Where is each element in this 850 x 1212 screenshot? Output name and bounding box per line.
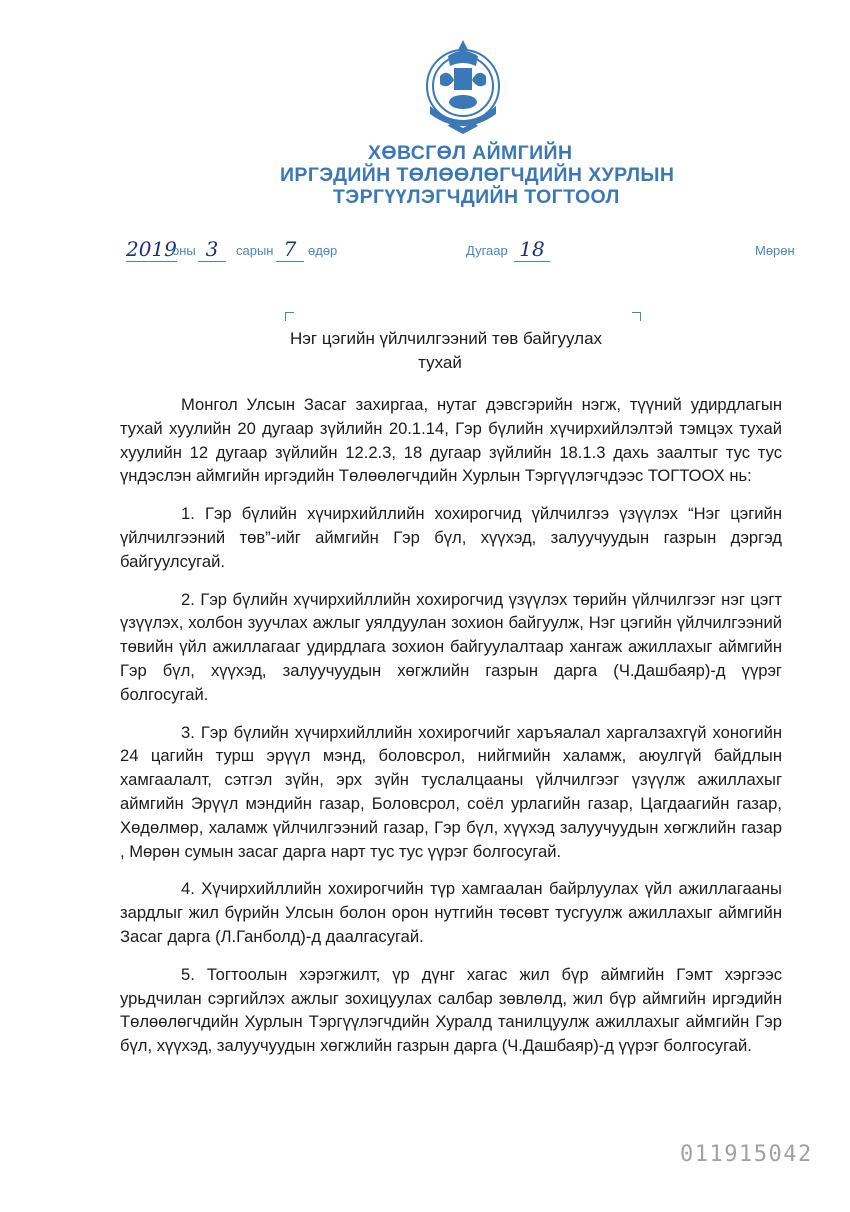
clause-1: 1. Гэр бүлийн хүчирхийллийн хохирогчид үйлчилгээ үзүүлэх “Нэг цэгийн үйлчилгээний төв”-ийг аймгийн Гэр бүл, хүүхэд, залуучуудын газрын дэргэд байгуулсугай. bbox=[120, 504, 782, 571]
clause-3: 3. Гэр бүлийн хүчирхийллийн хохирогчийг харъяалал харгалзахгүй хоногийн 24 цагийн турш эрүүл мэнд, боловсрол, нийгмийн халамж, аюулгүй байдлын хамгаалалт, сэтгэл зүйн, эрх зүйн туслалцааны үйлчилгээг үзүүлж ажиллахыг аймгийн Эрүүл мэндийн газар, Боловсрол, соёл урлагийн газар, Цагдаагийн газар, Хөдөлмөр, халамж үйлчилгээний газар, Гэр бүл, хүүхэд залуучуудын хөгжлийн газар , Мөрөн сумын засаг дарга нарт тус тус үүрэг болгосугай. bbox=[120, 722, 782, 861]
document-title bbox=[0, 327, 850, 375]
document-body bbox=[120, 393, 782, 1072]
header-line-2: ИРГЭДИЙН ТӨЛӨӨЛӨГЧДИЙН ХУРЛЫН bbox=[280, 164, 675, 186]
year-suffix: оны bbox=[172, 243, 196, 258]
state-emblem-icon bbox=[418, 36, 508, 136]
document-serial-number: 011915042 bbox=[680, 1142, 813, 1167]
year-handwritten: 2019 bbox=[126, 237, 177, 261]
month-label: сарын bbox=[236, 243, 274, 258]
clause-4: 4. Хүчирхийллийн хохирогчийн түр хамгаалан байрлуулах үйл ажиллагааны зардлыг жил бүрийн Улсын болон орон нутгийн төсөвт тусгуулж ажиллахыг аймгийн Засаг дарга (Л.Ганболд)-д даалгасугай. bbox=[120, 879, 782, 946]
number-handwritten: 18 bbox=[514, 237, 550, 262]
intro-paragraph: Монгол Улсын Засаг захиргаа, нутаг дэвсгэрийн нэгж, түүний удирдлагын тухай хуулийн 20 дугаар зүйлийн 20.1.14, Гэр бүлийн хүчирхийлэлтэй тэмцэх тухай хуулийн 12 дугаар зүйлийн 12.2.3, 18 дугаар зүйлийн 18.1.3 дахь заалтыг тус тус үндэслэн аймгийн иргэдийн Төлөөлөгчдийн Хурлын Тэргүүлэгчдээс ТОГТООХ нь: bbox=[120, 395, 782, 486]
day-label: өдөр bbox=[308, 243, 338, 258]
header-line-1: ХӨВСГӨЛ АЙМГИЙН bbox=[368, 142, 573, 164]
title-corner-right bbox=[632, 312, 641, 321]
day-handwritten: 7 bbox=[276, 237, 304, 262]
title-corner-left bbox=[285, 312, 294, 321]
number-label: Дугаар bbox=[466, 243, 508, 258]
month-handwritten: 3 bbox=[198, 237, 226, 262]
clause-5: 5. Тогтоолын хэрэгжилт, үр дүнг хагас жил бүр аймгийн Гэмт хэргээс урьдчилан сэргийлэх ажлыг зохицуулах салбар зөвлөлд, жил бүр аймгийн иргэдийн Төлөөлөгчдийн Хурлын Тэргүүлэгчдийн Хуралд танилцуулж ажиллахыг аймгийн Гэр бүл, хүүхэд, залуучуудын хөгжлийн газрын дарга (Ч.Дашбаяр)-д үүрэг болгосугай. bbox=[120, 964, 782, 1056]
clause-2: 2. Гэр бүлийн хүчирхийллийн хохирогчид үзүүлэх төрийн үйлчилгээг нэг цэгт үзүүлэх, холбон зуучлах ажлыг уялдуулан зохион байгуулж, Нэг цэгийн үйлчилгээний төвийн үйл ажиллагааг удирдлага зохион байгуулалтаар хангаж ажиллахыг аймгийн Гэр бүл, хүүхэд, залуучуудын хөгжлийн газрын дарга (Ч.Дашбаяр)-д үүрэг болгосугай. bbox=[120, 589, 782, 704]
title-line-2: тухай bbox=[418, 353, 462, 372]
header-line-3: ТЭРГҮҮЛЭГЧДИЙН ТОГТООЛ bbox=[333, 186, 620, 208]
place-label: Мөрөн bbox=[755, 243, 795, 258]
title-line-1: Нэг цэгийн үйлчилгээний төв байгуулах bbox=[289, 329, 603, 348]
